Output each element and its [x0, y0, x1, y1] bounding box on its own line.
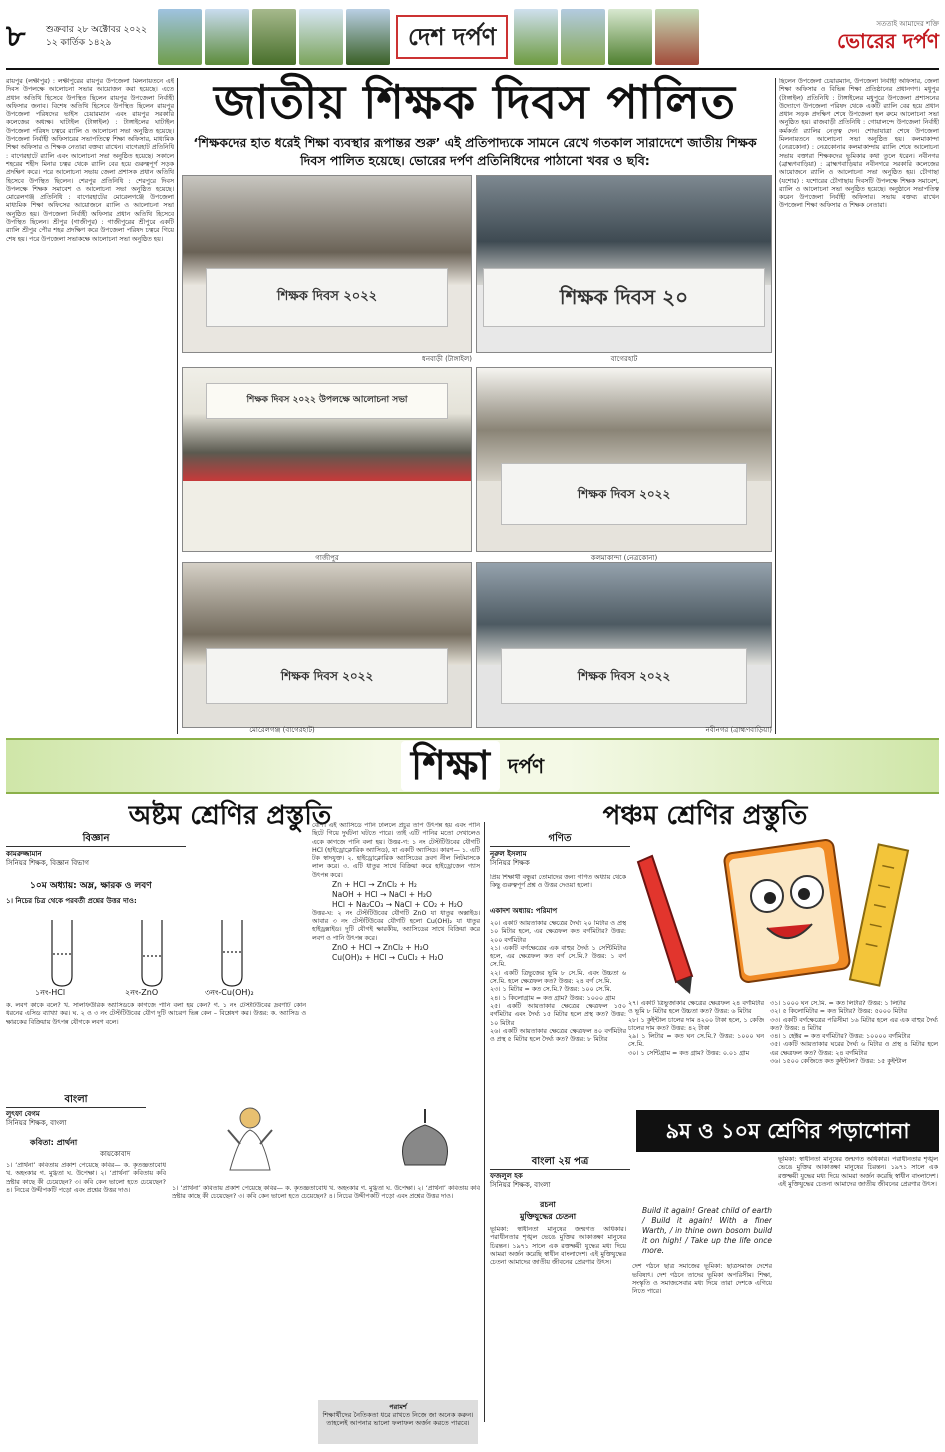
header-photo	[205, 9, 249, 65]
advice-title: পরামর্শ	[389, 1403, 407, 1411]
bangla2-topic: রচনা	[540, 1200, 556, 1209]
math-qa: ৩২। ৫ কিলোমিটার = কত মিটার? উত্তর: ৫০০০ মিটার	[770, 1008, 907, 1016]
tube-label-2: ২নং-ZnO	[125, 988, 159, 997]
math-qa: ২৩। ১ মিটার = কত সে.মি.? উত্তর: ১০০ সে.মি.	[490, 986, 612, 994]
column-rule	[775, 78, 776, 734]
bangla2-body: ভূমিকা: স্বাধীনতা মানুষের জন্মগত অধিকার। পরাধীনতার শৃঙ্খল ভেঙে মুক্তির আকাঙ্ক্ষা মানুষের চিরন্তন। ১৯৭১ সালে এক রক্তক্ষয়ী যুদ্ধের মধ্য দিয়ে আমরা অর্জন করেছি স্বাধীন বাংলাদেশ। এই মুক্তিযুদ্ধের চেতনা আমাদের জাতীয় জীবনের প্রেরণার উৎস।	[490, 1226, 626, 1267]
photo-caption-5: মোরেলগঞ্জ (বাগেরহাট)	[249, 726, 315, 734]
brand-name: ভোরের দর্পণ	[837, 28, 939, 53]
date-line-2: ১২ কার্তিক ১৪২৯	[46, 38, 112, 48]
photo-banner: শিক্ষক দিবস ২০২২	[206, 648, 448, 704]
photo-banner: শিক্ষক দিবস ২০২২	[501, 463, 748, 525]
equation-3: HCl + Na₂CO₃ → NaCl + CO₂ + H₂O	[332, 899, 463, 909]
class910-heading: ৯ম ও ১০ম শ্রেণির পড়াশোনা	[636, 1110, 939, 1152]
science-subject: বিজ্ঞান	[6, 833, 186, 847]
math-qa: ৩৪। ১ হেক্টর = কত বর্গমিটার? উত্তর: ১০০০০ বর্গমিটার	[770, 1033, 911, 1041]
bangla2-author-title: সিনিয়র শিক্ষক, বাংলা	[490, 1180, 551, 1189]
math-author-name: নূরুল ইসলাম	[490, 850, 527, 858]
photo-caption-1: ধনবাড়ী (টাঙ্গাইল)	[421, 355, 472, 363]
header-photo	[655, 9, 699, 65]
page-number: ৮	[6, 19, 26, 55]
lead-deck: ‘শিক্ষকদের হাত ধরেই শিক্ষা ব্যবস্থার রূপান্তর শুরু’ এই প্রতিপাদ্যকে সামনে রেখে গতকাল সারাদেশে জাতীয় শিক্ষক দিবস পালিত হয়েছে। ভোরের দর্পণ প্রতিনিধিদের পাঠানো খবর ও ছবি:	[193, 135, 757, 169]
math-qa: ৩০। ১ সেন্টিগ্রাম = কত গ্রাম? উত্তর: ০.০১ গ্রাম	[628, 1049, 750, 1057]
bangla2-author-name: ফজলুল হক	[490, 1172, 523, 1180]
bangla-poet: কায়কোবাদ	[100, 1150, 131, 1158]
math-intro: প্রিয় শিক্ষার্থী বন্ধুরা তোমাদের জন্য গণিত অধ্যায় থেকে কিছু গুরুত্বপূর্ণ প্রশ্ন ও উত্তর দেওয়া হলো।	[490, 874, 626, 890]
bangla2-author	[490, 1172, 640, 1190]
tube-label-1: ১নং-HCl	[35, 988, 66, 997]
prayer-illustration	[180, 1100, 290, 1180]
lead-headline: জাতীয় শিক্ষক দিবস পালিত	[214, 75, 736, 129]
education-ribbon	[6, 738, 939, 794]
header-photo	[514, 9, 558, 65]
book-mascot-illustration	[632, 826, 932, 996]
math-qa-list-3	[770, 1000, 938, 1100]
science-question: ১। নিচের চিত্র থেকে পরবর্তী প্রশ্নের উত্তর দাও:	[6, 897, 137, 905]
math-qa: ৩৫। একটি আয়তাকার ঘরের দৈর্ঘ্য ৬ মিটার ও প্রস্থ ৪ মিটার হলে এর ক্ষেত্রফল কত? উত্তর: ২৪ বর্গমিটার	[770, 1041, 938, 1057]
science-chapter: ১০ম অধ্যায়: অম্ল, ক্ষারক ও লবণ	[30, 881, 152, 891]
column-rule	[177, 78, 178, 734]
advice-box	[318, 1400, 478, 1444]
math-qa: ২১। একটি বর্গক্ষেত্রের এক বাহুর দৈর্ঘ্য ১ সেন্টিমিটার হলে, এর ক্ষেত্রফল কত বর্গ সে.মি.? উত্তর: ১ বর্গ সে.মি.	[490, 944, 626, 969]
test-tube-3	[222, 920, 242, 986]
science-body-2	[312, 822, 480, 1112]
science-author-title: সিনিয়র শিক্ষক, বিজ্ঞান বিভাগ	[6, 858, 89, 867]
bangla-body: ১। ‘প্রার্থনা’ কবিতায় প্রকাশ পেয়েছে কবির— ক. কৃতজ্ঞতাবোধ খ. অহংকার গ. মুগ্ধতা ঘ. উপেক্ষা। ২। ‘প্রার্থনা’ কবিতায় কবি স্রষ্টার কাছে কী চেয়েছেন? ৩। কবি কেন ভালো হতে চেয়েছেন? ৪। নিচের উদ্দীপকটি পড়ো এবং প্রশ্নের উত্তর দাও।	[6, 1162, 166, 1194]
news-photo-1	[182, 175, 472, 353]
test-tube-2	[142, 920, 162, 986]
news-photo-4	[476, 367, 772, 552]
lead-left-column: রায়পুর (লক্ষীপুর) : লক্ষীপুরের রায়পুর উপজেলা মিলনায়তনে এই দিবস উপলক্ষে আলোচনা সভার আয়োজন করা হয়েছে। এতে প্রধান অতিথি হিসেবে উপস্থিত ছিলেন রায়পুর উপজেলা নির্বাহী অফিসার জনাব। বিশেষ অতিথি হিসেবে উপস্থিত ছিলেন রায়পুর উপজেলা পরিষদের ভাইস চেয়ারম্যান এবং রায়পুর সরকারি কলেজের অধ্যক্ষ। ঘাটাইল (টাঙ্গাইল) : টাঙ্গাইলের ঘাটাইল উপজেলা পরিষদ চত্বরে র‍্যালি ও আলোচনা সভা অনুষ্ঠিত হয়েছে। উপজেলা নির্বাহী অফিসারের সভাপতিত্বে শিক্ষা অফিসার, মাধ্যমিক শিক্ষা অফিসার ও শিক্ষক নেতারা বক্তব্য রাখেন। বাগেরহাট প্রতিনিধি : বাগেরহাটে র‍্যালি এবং আলোচনা সভা অনুষ্ঠিত হয়েছে। সকালে শহরের শহীদ মিনার চত্বর থেকে র‍্যালি বের হয়ে গুরুত্বপূর্ণ সড়ক প্রদক্ষিণ করে। পরে আলোচনা সভায় জেলা প্রশাসক প্রধান অতিথি হিসেবে উপস্থিত ছিলেন। শেরপুর প্রতিনিধি : শেরপুরে দিবস উপলক্ষে শিক্ষক সমাবেশ ও আলোচনা সভা অনুষ্ঠিত হয়েছে। মোরেলগঞ্জ প্রতিনিধি : বাগেরহাটের মোরেলগঞ্জে উপজেলা মাধ্যমিক শিক্ষা অফিসের আয়োজনে র‍্যালি ও আলোচনা সভা অনুষ্ঠিত হয়। উপজেলা নির্বাহী অফিসার প্রধান অতিথি হিসেবে উপস্থিত ছিলেন। শ্রীপুর (গাজীপুর) : গাজীপুরের শ্রীপুরে একটি র‍্যালি শ্রীপুর পৌর শহর প্রদক্ষিণ করে উপজেলা পরিষদ চত্বরে গিয়ে শেষ হয়। পরে উপজেলা সভাকক্ষে আলোচনা সভা অনুষ্ঠিত হয়।	[6, 78, 174, 243]
equation-2: NaOH + HCl → NaCl + H₂O	[332, 889, 432, 899]
equation-4: ZnO + HCl → ZnCl₂ + H₂O	[332, 942, 429, 952]
header-photo	[346, 9, 390, 65]
math-qa: ২০। একটি আয়তাকার ক্ষেত্রের দৈর্ঘ্য ২০ মিটার ও প্রস্থ ১০ মিটার হলে, এর ক্ষেত্রফল কত বর্গমিটার? উত্তর: ২০০ বর্গমিটার	[490, 920, 626, 944]
bangla2-essay-title: মুক্তিযুদ্ধের চেতনা	[520, 1212, 577, 1221]
bangla2-subject: বাংলা ২য় পত্র	[490, 1156, 630, 1170]
bangla-lesson: কবিতা: প্রার্থনা	[30, 1138, 78, 1147]
math-qa-list	[490, 920, 626, 1100]
science-body: ক. লবণ কাকে বলে? খ. সালফিউরিক অ্যাসিডকে কাগজে পানি বলা হয় কেন? গ. ১ নং টেস্টটিউবের দ্রবণটি কোন ধরনের এসিড ব্যাখ্যা কর। ঘ. ২ ও ৩ নং টেস্টটিউবের যৌগ দুটি আচরণ ভিন্ন কেন – বিশ্লেষণ কর। উত্তর: ক. অ্যাসিড ও ক্ষারকের বিক্রিয়ায় উৎপন্ন যৌগকে লবণ বলে।	[6, 1002, 306, 1026]
math-subject: গণিত	[490, 833, 630, 847]
bangla2-quote-col	[632, 1156, 772, 1426]
header-photo	[299, 9, 343, 65]
math-qa: ২৯। ১ লিটার = কত ঘন সে.মি.? উত্তর: ১০০০ ঘন সে.মি.	[628, 1033, 764, 1049]
test-tube-diagram	[12, 910, 312, 998]
column-rule	[484, 822, 485, 1422]
math-author	[490, 850, 650, 868]
science-answer-3: উত্তর-ঘ: ২ নং টেস্টটিউবের যৌগটি ZnO যা ধাতুর অক্সাইড। আবার ৩ নং টেস্টটিউবের যৌগটি হলো Cu(OH)₂ যা ধাতুর হাইড্রক্সাইড। দুটি যৌগই ক্ষারকীয়, অ্যাসিডের সাথে বিক্রিয়া করে লবণ ও পানি উৎপন্ন করে।	[312, 909, 480, 942]
section-title: দেশ দর্পণ	[396, 15, 508, 59]
pot-illustration	[395, 1105, 455, 1175]
bangla-questions: ১। ‘প্রার্থনা’ কবিতায় প্রকাশ পেয়েছে কবির— ক. কৃতজ্ঞতাবোধ খ. অহংকার গ. মুগ্ধতা ঘ. উপেক্ষা। ২। ‘প্রার্থনা’ কবিতায় কবি স্রষ্টার কাছে কী চেয়েছেন? ৩। কবি কেন ভালো হতে চেয়েছেন? ৪। নিচের উদ্দীপকটি পড়ো এবং প্রশ্নের উত্তর দাও।	[172, 1185, 480, 1201]
equation-1: Zn + HCl → ZnCl₂ + H₂	[332, 880, 417, 890]
lead-right-column: ছিলেন উপজেলা চেয়ারম্যান, উপজেলা নির্বাহী অফিসার, জেলা শিক্ষা অফিসার ও বিভিন্ন শিক্ষা প্রতিষ্ঠানের প্রধানগণ। মধুপুর (টাঙ্গাইল) প্রতিনিধি : টাঙ্গাইলের মধুপুরে উপজেলা প্রশাসনের উদ্যোগে উপজেলা পরিষদ থেকে একটি র‍্যালি বের হয়ে প্রধান প্রধান সড়ক প্রদক্ষিণ শেষে উপজেলা হল রুমে আলোচনা সভা অনুষ্ঠিত হয়। রাজবাড়ী প্রতিনিধি : গোয়ালন্দে উপজেলা নির্বাহী কর্মকর্তা র‍্যালির নেতৃত্ব দেন। শোভাযাত্রা শেষে উপজেলা মিলনায়তনে আলোচনা সভা অনুষ্ঠিত হয়। কলমাকান্দা (নেত্রকোনা) : নেত্রকোনার কলমাকান্দায় র‍্যালি শেষে আলোচনা সভায় বক্তারা শিক্ষকদের ভূমিকার কথা তুলে ধরেন। নবীনগর (ব্রাহ্মণবাড়িয়া) : ব্রাহ্মণবাড়িয়ার নবীনগরে সরকারি কলেজের আয়োজনে র‍্যালি ও আলোচনা সভা অনুষ্ঠিত হয়। চৌগাছা (যশোর) : যশোরের চৌগাছায় দিবসটি উপলক্ষে শিক্ষক সমাবেশ, র‍্যালি ও আলোচনা সভা অনুষ্ঠিত হয়েছে। অনুষ্ঠানে সভাপতিত্ব করেন উপজেলা নির্বাহী অফিসার। সভায় বক্তব্য রাখেন উপজেলা শিক্ষা অফিসার ও শিক্ষক নেতারা।	[779, 78, 939, 210]
bangla-author-name: লুৎফা বেগম	[6, 1110, 40, 1118]
tube-label-3: ৩নং-Cu(OH)₂	[205, 988, 254, 997]
test-tube-1	[52, 920, 72, 986]
header-photo	[608, 9, 652, 65]
brand-tagline: সততাই আমাদের শক্তি	[876, 20, 939, 29]
bangla2-body-2: দেশ গঠনে ছাত্র সমাজের ভূমিকা: ছাত্রসমাজ দেশের ভবিষ্যৎ। দেশ গঠনে তাদের ভূমিকা অপরিসীম। শিক্ষা, সংস্কৃতি ও সমাজসেবার মধ্য দিয়ে তারা দেশকে এগিয়ে নিতে পারে।	[632, 1263, 772, 1296]
photo-caption-6: নবীনগর (ব্রাহ্মণবাড়িয়া)	[705, 726, 772, 734]
math-qa: ২৪। ১ কিলোগ্রাম = কত গ্রাম? উত্তর: ১০০০ গ্রাম	[490, 994, 616, 1002]
photo-banner: শিক্ষক দিবস ২০	[483, 268, 765, 328]
header-photo-strip-left	[158, 9, 390, 65]
bangla-author	[6, 1110, 166, 1128]
photo-banner: শিক্ষক দিবস ২০২২	[206, 268, 448, 328]
news-photo-3	[182, 367, 472, 552]
bangla2-right-col: ভূমিকা: স্বাধীনতা মানুষের জন্মগত অধিকার। পরাধীনতার শৃঙ্খল ভেঙে মুক্তির আকাঙ্ক্ষা মানুষের চিরন্তন। ১৯৭১ সালে এক রক্তক্ষয়ী যুদ্ধের মধ্য দিয়ে আমরা অর্জন করেছি স্বাধীন বাংলাদেশ। এই মুক্তিযুদ্ধের চেতনা আমাদের জাতীয় জীবনের প্রেরণার উৎস।	[778, 1156, 938, 1188]
header-photo	[158, 9, 202, 65]
ribbon-subtitle: দর্পণ	[507, 753, 545, 778]
math-qa: ৩৩। একটি বর্গক্ষেত্রের পরিসীমা ১৬ মিটার হলে এর এক বাহুর দৈর্ঘ্য কত? উত্তর: ৪ মিটার	[770, 1016, 938, 1032]
bangla2-quote: Build it again! Great child of earth / Build it again! With a finer Warth, / in thine own bosom build it on high! / Take up the life once more.	[642, 1206, 772, 1255]
ribbon-title: শিক্ষা	[401, 741, 500, 791]
header-photo-strip-right	[514, 9, 699, 65]
math-qa: ২৫। একটি আয়তাকার ক্ষেত্রের ক্ষেত্রফল ১৫০ বর্গমিটার এবং দৈর্ঘ্য ১৫ মিটার হলে প্রস্থ কত? উত্তর: ১০ মিটার	[490, 1002, 626, 1027]
header-photo	[561, 9, 605, 65]
brand	[837, 20, 939, 54]
math-qa: ২৬। একটি আয়তাকার ক্ষেত্রের ক্ষেত্রফল ৪০ বর্গমিটার ও প্রস্থ ৫ মিটার হলে দৈর্ঘ্য কত? উত্তর: ৮ মিটার	[490, 1027, 626, 1044]
class8-heading: অষ্টম শ্রেণির প্রস্তুতি	[128, 801, 332, 831]
photo-caption-2: বাগেরহাট	[610, 355, 638, 363]
bangla-author-title: সিনিয়র শিক্ষক, বাংলা	[6, 1118, 67, 1127]
math-author-title: সিনিয়র শিক্ষক	[490, 858, 530, 867]
advice-text: শিক্ষার্থীদের নৈতিকতা ধরে রাখতে নিজে জা অনেক করুন। তাহলেই আপনার ভালো ফলাফল অর্জন করতে পারবে।	[322, 1411, 474, 1428]
math-qa: ৩৬। ১৫০০ কেজিতে কত কুইন্টাল? উত্তর: ১৫ কুইন্টাল	[770, 1058, 907, 1066]
photo-caption-4: কলমাকান্দা (নেত্রকোনা)	[590, 554, 658, 562]
photo-caption-3: গাজীপুর	[315, 554, 339, 562]
date-line-1: শুক্রবার ২৮ অক্টোবর ২০২২	[46, 25, 147, 36]
masthead	[6, 6, 939, 70]
class5-heading: পঞ্চম শ্রেণির প্রস্তুতি	[602, 801, 808, 831]
equation-5: Cu(OH)₂ + HCl → CuCl₂ + H₂O	[332, 952, 444, 962]
math-qa: ৩১। ১০০০ ঘন সে.মি. = কত লিটার? উত্তর: ১ লিটার	[770, 1000, 906, 1007]
bangla-subject: বাংলা	[6, 1094, 146, 1108]
news-photo-5	[182, 562, 472, 728]
math-qa: ২৮। ১ কুইন্টাল চালের দাম ৪২০০ টাকা হলে, ১ কেজি চালের দাম কত? উত্তর: ৪২ টাকা	[628, 1016, 764, 1032]
science-author	[6, 850, 186, 868]
news-photo-6	[476, 562, 772, 728]
science-answer: বেশি। এই অ্যাসিডে পানি ঢাললে প্রচুর তাপ উৎপন্ন হয় এবং পানি ছিটে গিয়ে দুর্ঘটনা ঘটতে পারে। তাই এটি পানির মতো দেখালেও একে কাগজে পানি বলা হয়। উত্তর-গ: ১ নং টেস্টটিউবের যৌগটি HCl (হাইড্রোক্লোরিক অ্যাসিড), যা একটি অ্যাসিড। কারণ— ১. এটি টক স্বাদযুক্ত। ২. হাইড্রোক্লোরিক অ্যাসিডের দ্রবণ নীল লিটমাসকে লাল করে। ৩. এটি ধাতুর সাথে বিক্রিয়া করে হাইড্রোজেন গ্যাস উৎপন্ন করে।	[312, 822, 480, 879]
math-chapter: একাদশ অধ্যায়: পরিমাপ	[490, 907, 558, 915]
news-photo-2	[476, 175, 772, 353]
math-qa: ২৭। একটি ত্রিভুজাকার ক্ষেত্রের ক্ষেত্রফল ২৪ বর্গমিটার ও ভূমি ৮ মিটার হলে উচ্চতা কত? উত্তর: ৬ মিটার	[628, 1000, 764, 1016]
date-block	[46, 24, 158, 49]
math-qa: ২২। একটি ত্রিভুজের ভূমি ৮ সে.মি. এবং উচ্চতা ৬ সে.মি. হলে ক্ষেত্রফল কত? উত্তর: ২৪ বর্গ সে.মি.	[490, 969, 626, 986]
photo-banner: শিক্ষক দিবস ২০২২	[501, 648, 748, 704]
photo-banner: শিক্ষক দিবস ২০২২ উপলক্ষে আলোচনা সভা	[206, 383, 448, 420]
science-author-name: কামরুজ্জামান	[6, 850, 42, 858]
math-qa-list-2	[628, 1000, 764, 1100]
header-photo	[252, 9, 296, 65]
